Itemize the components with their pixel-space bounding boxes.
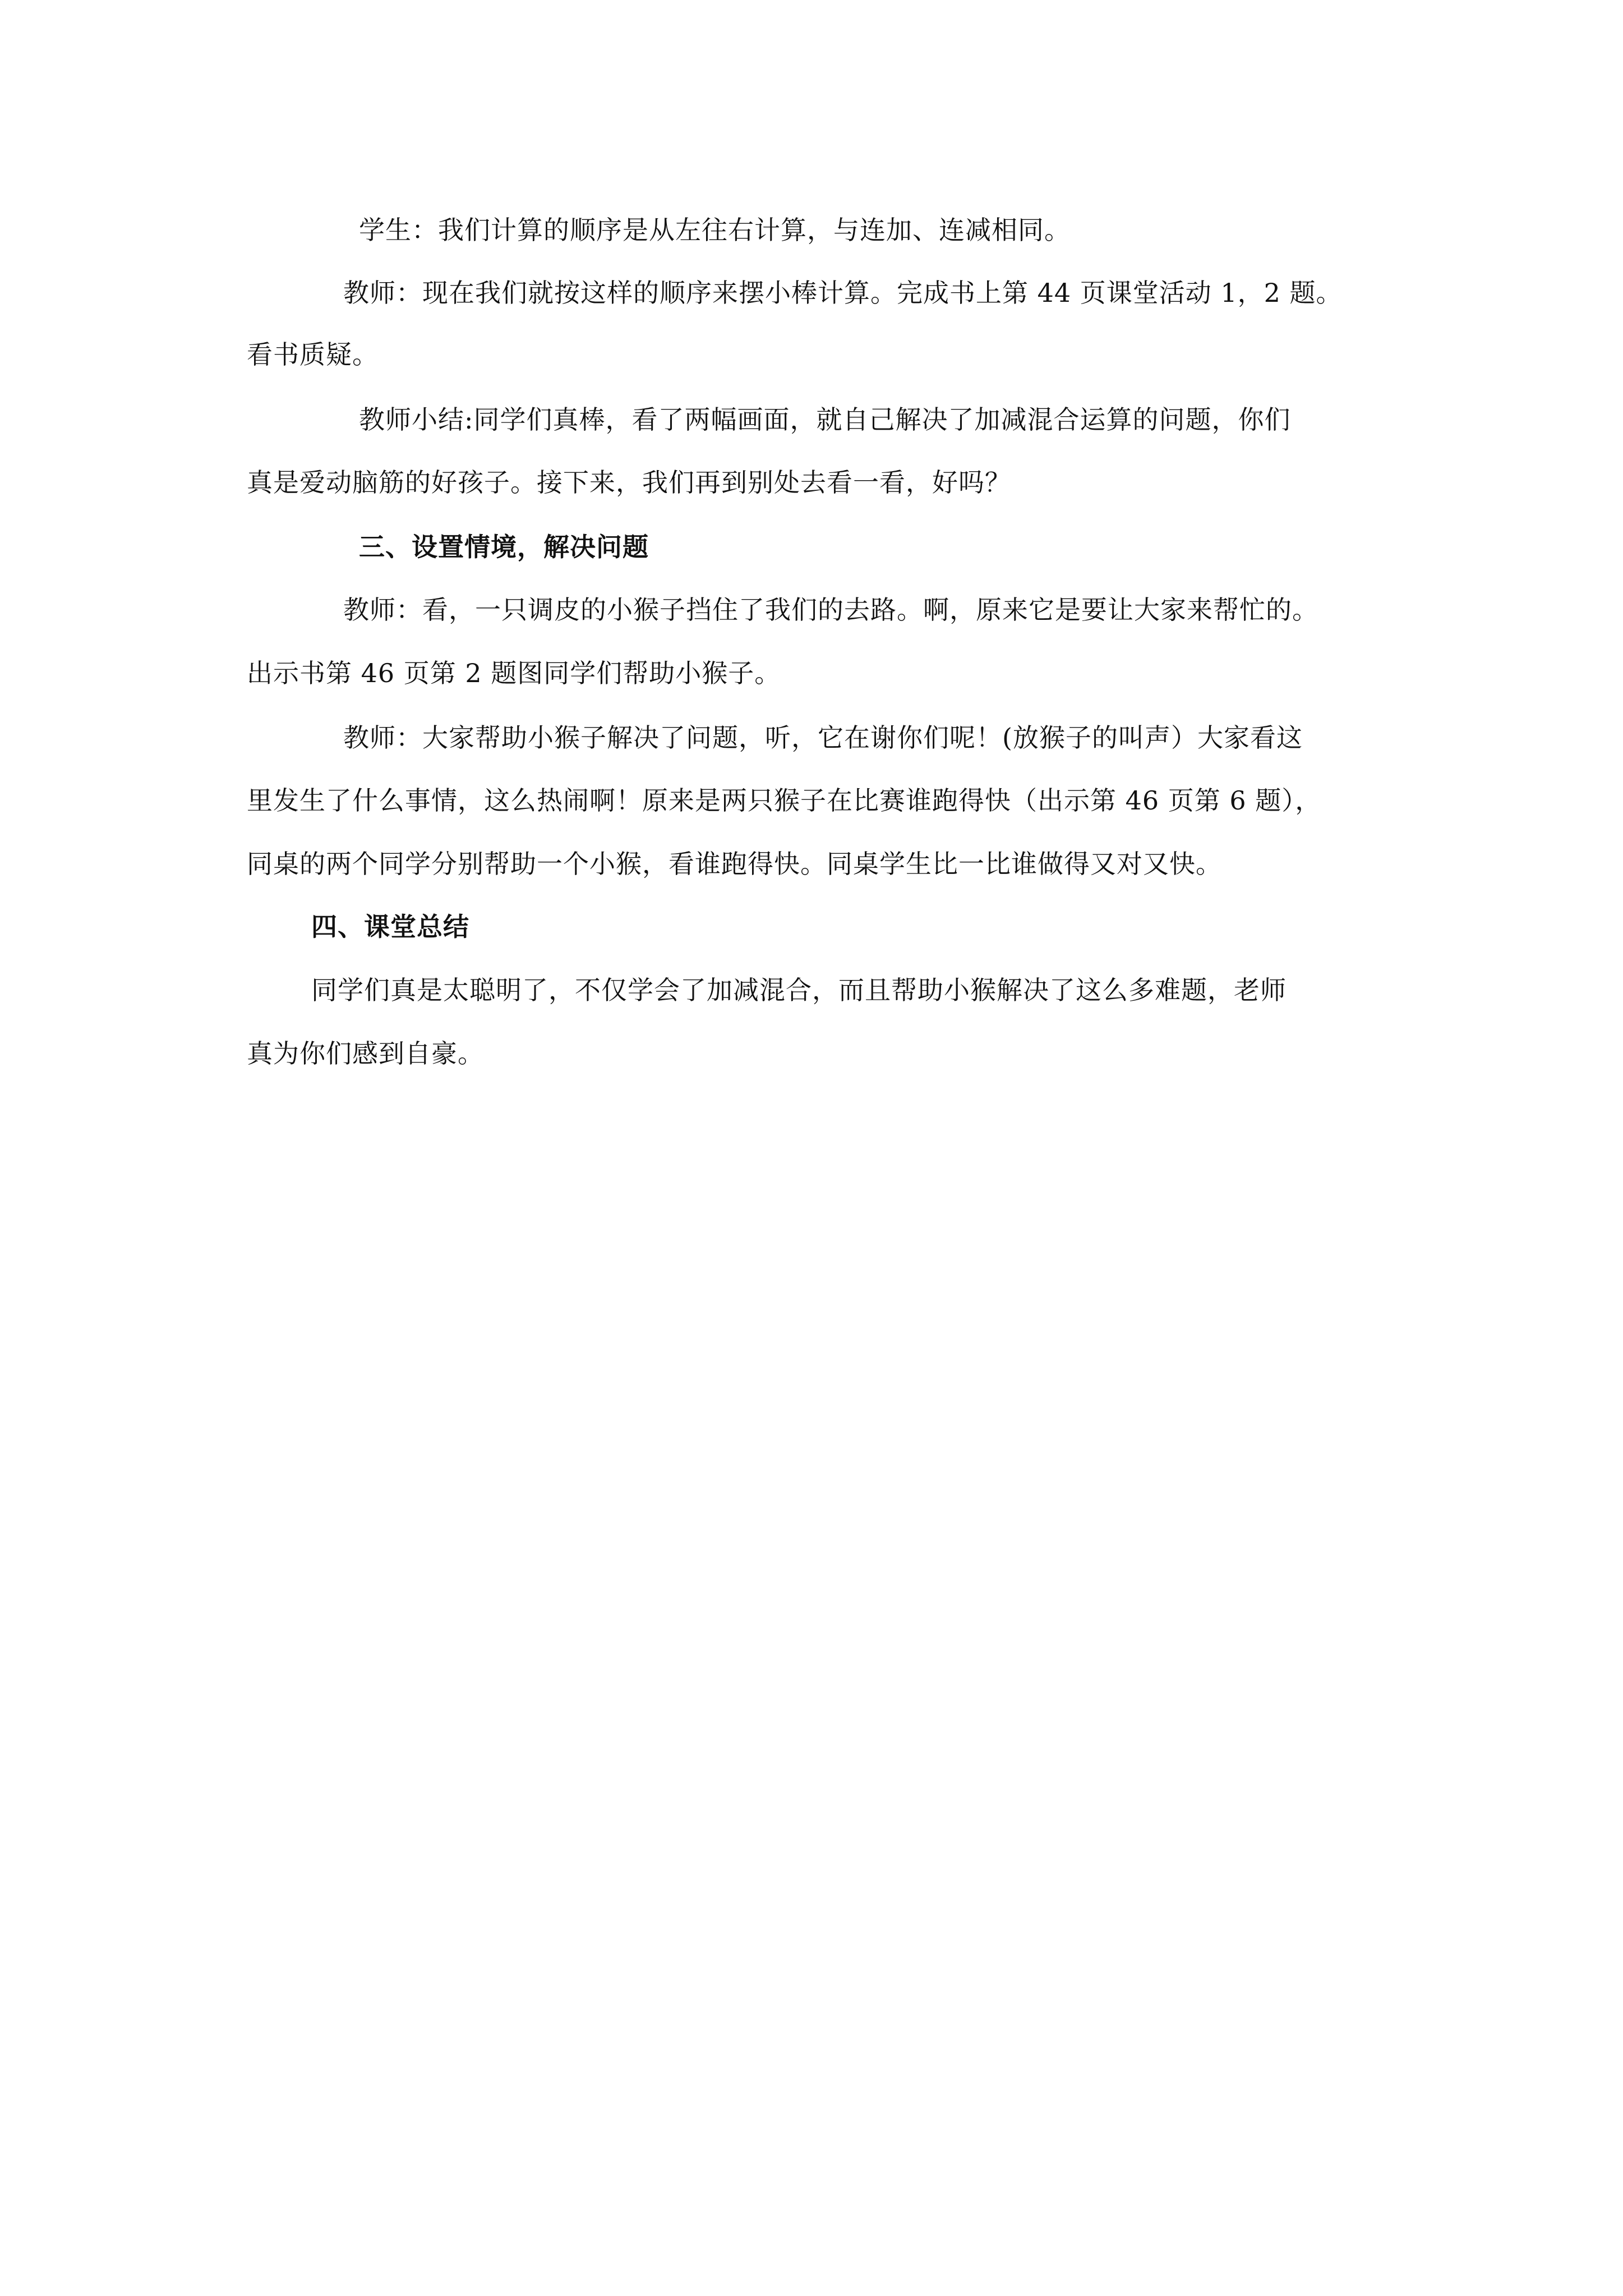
- paragraph-line: 看书质疑。: [247, 339, 379, 370]
- paragraph-line: 教师：看，一只调皮的小猴子挡住了我们的去路。啊，原来它是要让大家来帮忙的。: [343, 595, 1318, 625]
- paragraph-line: 真为你们感到自豪。: [247, 1038, 484, 1069]
- paragraph-line: 教师：现在我们就按这样的顺序来摆小棒计算。完成书上第 44 页课堂活动 1，2 题。: [343, 278, 1343, 308]
- section-heading: 四、课堂总结: [311, 912, 469, 942]
- paragraph-line: 里发生了什么事情，这么热闹啊！原来是两只猴子在比赛谁跑得快（出示第 46 页第 6 题），: [247, 785, 1322, 816]
- paragraph-line: 出示书第 46 页第 2 题图同学们帮助小猴子。: [247, 658, 781, 688]
- paragraph-line: 教师：大家帮助小猴子解决了问题，听，它在谢你们呢！(放猴子的叫声）大家看这: [343, 723, 1303, 753]
- paragraph-line: 同学们真是太聪明了，不仅学会了加减混合，而且帮助小猴解决了这么多难题，老师: [311, 975, 1287, 1005]
- paragraph-line: 同桌的两个同学分别帮助一个小猴，看谁跑得快。同桌学生比一比谁做得又对又快。: [247, 849, 1222, 879]
- paragraph-line: 学生：我们计算的顺序是从左往右计算，与连加、连减相同。: [359, 215, 1071, 245]
- paragraph-line: 真是爱动脑筋的好孩子。接下来，我们再到别处去看一看，好吗？: [247, 467, 1011, 498]
- paragraph-line: 教师小结:同学们真棒，看了两幅画面，就自己解决了加减混合运算的问题，你们: [359, 404, 1291, 435]
- section-heading: 三、设置情境，解决问题: [359, 532, 649, 562]
